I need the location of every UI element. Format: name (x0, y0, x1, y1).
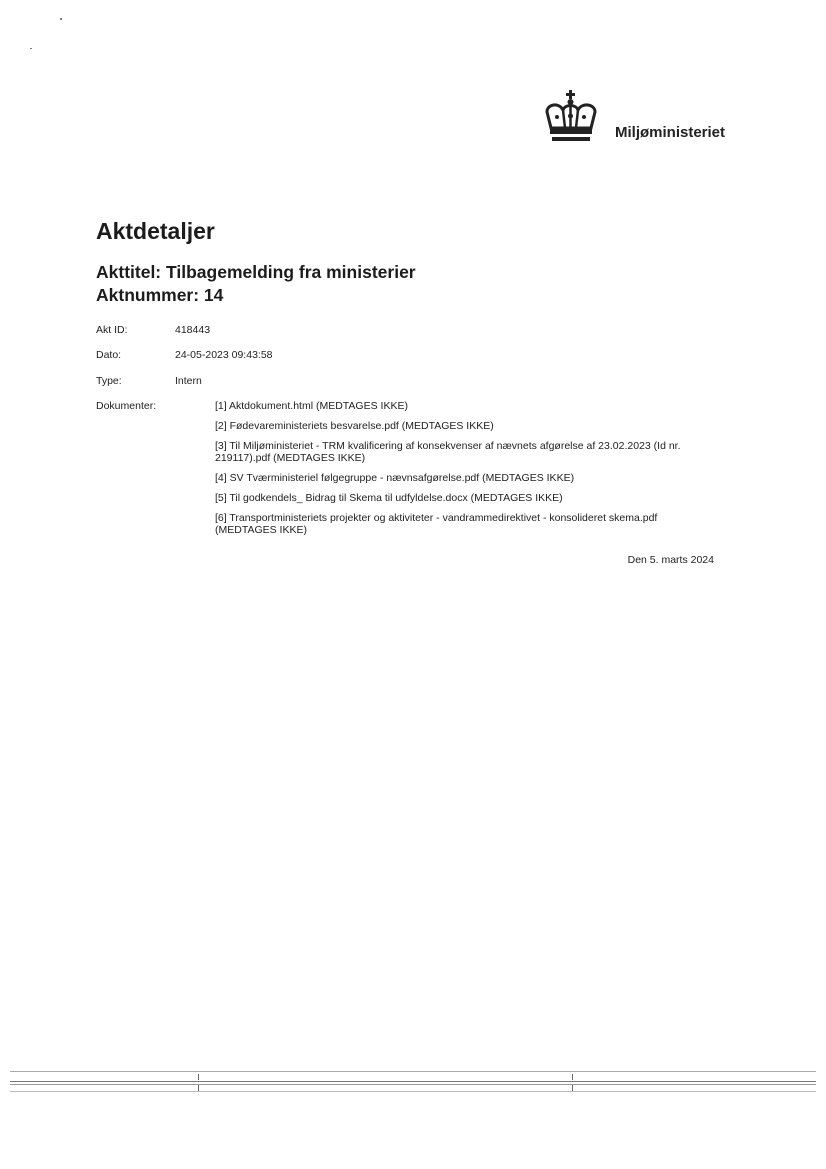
document-item-1: [1] Aktdokument.html (MEDTAGES IKKE) (215, 400, 408, 412)
document-item-4: [4] SV Tværministeriel følgegruppe - nævnsafgørelse.pdf (MEDTAGES IKKE) (215, 472, 575, 484)
scan-mark (572, 1074, 573, 1080)
scan-mark (198, 1074, 199, 1080)
dato-value: 24-05-2023 09:43:58 (175, 349, 273, 361)
akttitel-heading: Akttitel: Tilbagemelding fra ministerier (96, 262, 416, 282)
ministry-logo (541, 90, 741, 146)
crown-icon (541, 90, 601, 146)
scan-speck (60, 18, 62, 20)
scan-speck (30, 48, 32, 49)
ministry-name: Miljøministeriet (615, 124, 726, 141)
scan-line (10, 1084, 816, 1085)
type-label: Type: (96, 375, 122, 387)
document-item-6: [6] Transportministeriets projekter og aktiviteter - vandrammedirektivet - konsolideret skema.pdf (MEDTAGES IKKE) (215, 512, 658, 536)
scan-line (10, 1071, 816, 1072)
dokumenter-label: Dokumenter: (96, 400, 157, 412)
scan-mark (198, 1085, 199, 1091)
document-item-2: [2] Fødevareministeriets besvarelse.pdf (MEDTAGES IKKE) (215, 420, 494, 432)
scan-line (10, 1081, 816, 1082)
scan-mark (572, 1085, 573, 1091)
akt-id-label: Akt ID: (96, 324, 128, 336)
scan-line (10, 1091, 816, 1092)
page-title: Aktdetaljer (96, 218, 215, 244)
document-item-3: [3] Til Miljøministeriet - TRM kvalificering af konsekvenser af nævnets afgørelse af 23.02.2023 (Id nr. 219117).pdf (MEDTAGES IKKE) (215, 440, 681, 464)
document-date: Den 5. marts 2024 (627, 554, 714, 566)
document-item-5: [5] Til godkendels_ Bidrag til Skema til udfyldelse.docx (MEDTAGES IKKE) (215, 492, 563, 504)
type-value: Intern (175, 375, 202, 387)
aktnummer-heading: Aktnummer: 14 (96, 285, 224, 305)
akt-id-value: 418443 (175, 324, 211, 336)
document-list (215, 400, 715, 544)
dato-label: Dato: (96, 349, 122, 361)
